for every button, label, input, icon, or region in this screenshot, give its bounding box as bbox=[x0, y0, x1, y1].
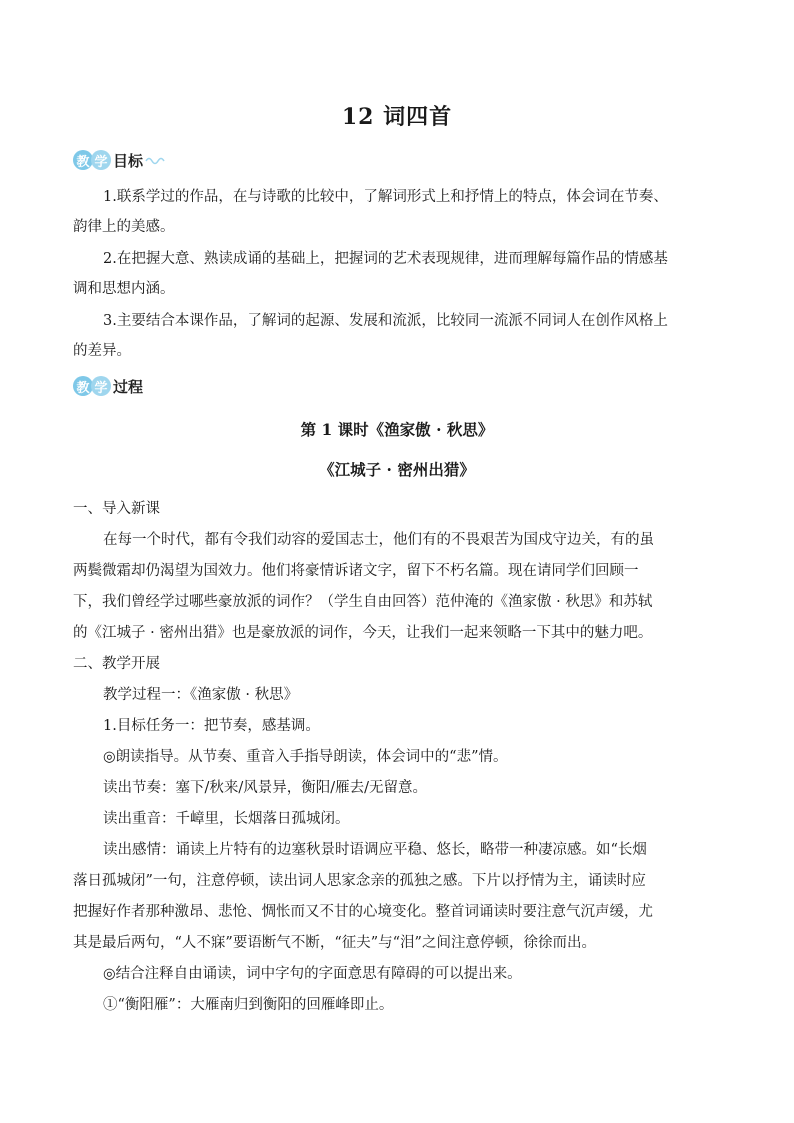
goal-line: 韵律上的美感。 bbox=[73, 219, 175, 235]
goal-line: 2.在把握大意、熟读成诵的基础上，把握词的艺术表现规律，进而理解每篇作品的情感基 bbox=[103, 251, 668, 267]
goal-line: 的差异。 bbox=[73, 343, 131, 359]
section-heading: 一、导入新课 bbox=[73, 501, 160, 517]
goal-line: 3.主要结合本课作品，了解词的起源、发展和流派，比较同一流派不同词人在创作风格上 bbox=[103, 313, 668, 329]
lesson-title: 第 1 课时《渔家傲 · 秋思》 bbox=[300, 420, 494, 439]
paragraph-line: 两鬓微霜却仍渴望为国效力。他们将豪情诉诸文字，留下不朽名篇。现在请同学们回顾一 bbox=[73, 563, 639, 579]
paragraph-line: 读出重音：千嶂里，长烟落日孤城闭。 bbox=[103, 811, 350, 827]
badge-char: 教 bbox=[73, 376, 93, 396]
paragraph-line: 读出感情：诵读上片特有的边塞秋景时语调应平稳、悠长，略带一种凄凉感。如“长烟 bbox=[103, 842, 647, 858]
badge-char: 教 bbox=[73, 150, 93, 170]
badge-char: 学 bbox=[91, 150, 111, 170]
goal-line: 调和思想内涵。 bbox=[73, 281, 175, 297]
goals-section-heading bbox=[73, 148, 167, 172]
paragraph-line: 其是最后两句，“人不寐”要语断气不断，“征夫”与“泪”之间注意停顿，徐徐而出。 bbox=[73, 935, 596, 951]
paragraph-line: 1.目标任务一：把节奏，感基调。 bbox=[103, 718, 320, 734]
page-title: 12 词四首 bbox=[341, 104, 453, 130]
wave-decoration-icon bbox=[145, 155, 167, 165]
goal-line: 1.联系学过的作品，在与诗歌的比较中，了解词形式上和抒情上的特点，体会词在节奏、 bbox=[103, 189, 668, 205]
heading-badge bbox=[73, 376, 109, 396]
goals-heading-label: 目标 bbox=[113, 151, 144, 170]
paragraph-line: 的《江城子 · 密州出猎》也是豪放派的词作，今天，让我们一起来领略一下其中的魅力吧。 bbox=[73, 625, 653, 641]
paragraph-line: ◎结合注释自由诵读，词中字句的字面意思有障碍的可以提出来。 bbox=[103, 966, 522, 982]
paragraph-line: 教学过程一：《渔家傲 · 秋思》 bbox=[103, 687, 299, 703]
process-section-heading bbox=[73, 374, 143, 398]
paragraph-line: 在每一个时代，都有令我们动容的爱国志士，他们有的不畏艰苦为国戍守边关，有的虽 bbox=[103, 532, 654, 548]
paragraph-line: 下，我们曾经学过哪些豪放派的词作？（学生自由回答）范仲淹的《渔家傲 · 秋思》和苏轼 bbox=[73, 594, 653, 610]
paragraph-line: 把握好作者那种激昂、悲怆、惆怅而又不甘的心境变化。整首词诵读时要注意气沉声缓，尤 bbox=[73, 904, 653, 920]
lesson-subtitle: 《江城子 · 密州出猎》 bbox=[319, 460, 475, 479]
badge-char: 学 bbox=[91, 376, 111, 396]
heading-badge bbox=[73, 150, 109, 170]
paragraph-line: ◎朗读指导。从节奏、重音入手指导朗读，体会词中的“悲”情。 bbox=[103, 749, 508, 765]
paragraph-line: 读出节奏：塞下/秋来/风景异，衡阳/雁去/无留意。 bbox=[103, 780, 428, 796]
section-heading: 二、教学开展 bbox=[73, 656, 160, 672]
paragraph-line: ①“衡阳雁”：大雁南归到衡阳的回雁峰即止。 bbox=[103, 997, 394, 1013]
paragraph-line: 落日孤城闭”一句，注意停顿，读出词人思家念亲的孤独之感。下片以抒情为主，诵读时应 bbox=[73, 873, 646, 889]
process-heading-label: 过程 bbox=[113, 377, 144, 396]
